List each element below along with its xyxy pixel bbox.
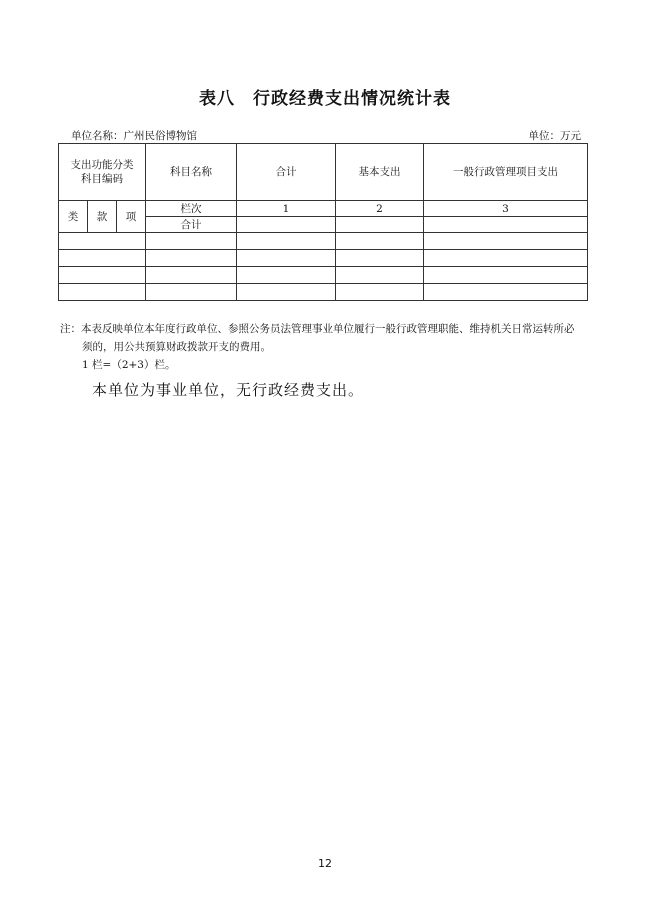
header-subject-name: 科目名称: [146, 144, 237, 201]
table-cell: [59, 233, 146, 250]
header-total: 合计: [237, 144, 336, 201]
table-meta-row: [71, 128, 581, 143]
table-cell: [336, 233, 424, 250]
table-notes: [60, 320, 600, 374]
note-line: 须的，用公共预算财政拨款开支的费用。: [82, 341, 271, 353]
table-cell: [237, 233, 336, 250]
table-row: [59, 284, 588, 301]
header-lei: 类: [59, 201, 88, 233]
row-lanci: 栏次: [146, 201, 237, 217]
no-expense-statement: 本单位为事业单位，无行政经费支出。: [92, 381, 365, 399]
table-cell: [424, 284, 588, 301]
header-kuan: 款: [88, 201, 117, 233]
table-cell: [424, 233, 588, 250]
table-cell: [237, 250, 336, 267]
table-header-row: [59, 144, 588, 201]
header-category-code: 支出功能分类 科目编码: [59, 144, 146, 201]
table-cell: [336, 217, 424, 233]
note-line: 注：本表反映单位本年度行政单位、参照公务员法管理事业单位履行一般行政管理职能、维持机关日常运转所必: [60, 323, 575, 335]
page-number: 12: [318, 857, 332, 870]
table-cell: [237, 284, 336, 301]
table-cell: [59, 284, 146, 301]
table-cell: [424, 217, 588, 233]
table-cell: [59, 267, 146, 284]
note-formula: 1 栏=（2+3）栏。: [82, 359, 176, 371]
header-xiang: 项: [117, 201, 146, 233]
table-row: [59, 201, 588, 217]
table-cell: [237, 267, 336, 284]
page-title: 表八 行政经费支出情况统计表: [199, 89, 451, 109]
row-total-label: 合计: [146, 217, 237, 233]
table-cell: [336, 284, 424, 301]
table-cell: [424, 267, 588, 284]
table-row: [59, 250, 588, 267]
table-cell: [146, 250, 237, 267]
table-cell: [424, 250, 588, 267]
table-cell: [237, 217, 336, 233]
table-cell: [146, 284, 237, 301]
currency-unit-label: 单位：万元: [528, 130, 581, 142]
header-general-admin: 一般行政管理项目支出: [424, 144, 588, 201]
unit-name-label: 单位名称：广州民俗博物馆: [71, 130, 197, 142]
header-basic-expense: 基本支出: [336, 144, 424, 201]
table-row: [59, 233, 588, 250]
table-row: [59, 267, 588, 284]
expense-table: [58, 143, 588, 301]
table-cell: [146, 267, 237, 284]
col-number-1: 1: [237, 201, 336, 217]
col-number-3: 3: [424, 201, 588, 217]
col-number-2: 2: [336, 201, 424, 217]
table-cell: [336, 267, 424, 284]
table-cell: [336, 250, 424, 267]
table-cell: [59, 250, 146, 267]
table-cell: [146, 233, 237, 250]
